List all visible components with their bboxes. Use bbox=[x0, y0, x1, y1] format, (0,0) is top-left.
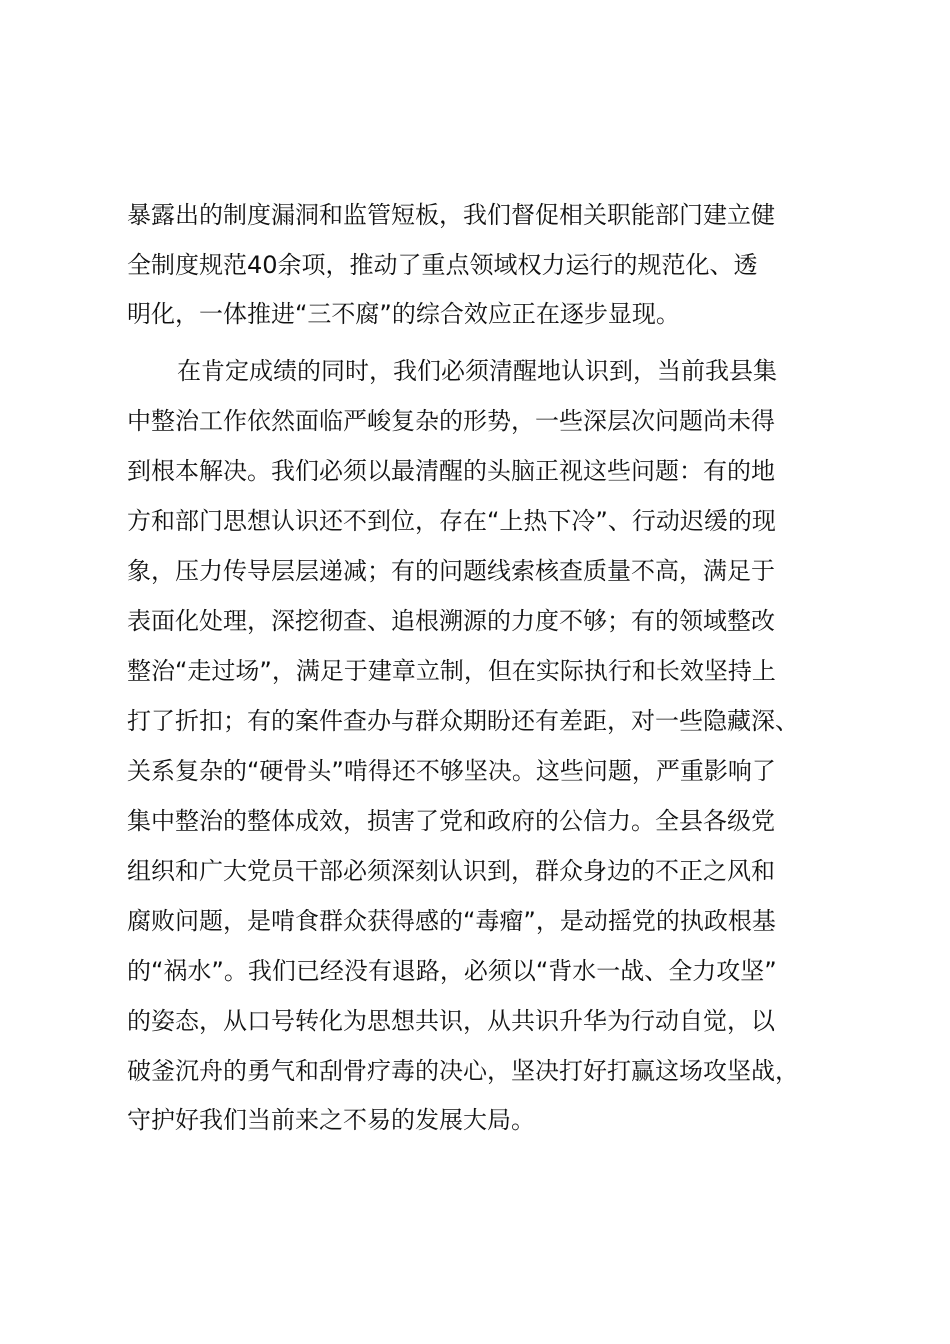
text-line: 暴露出的制度漏洞和监管短板，我们督促相关职能部门建立健 bbox=[127, 201, 775, 229]
text-line: 守护好我们当前来之不易的发展大局。 bbox=[127, 1106, 535, 1134]
text-line: 集中整治的整体成效，损害了党和政府的公信力。全县各级党 bbox=[127, 807, 775, 835]
text-line: 的“祸水”。我们已经没有退路，必须以“背水一战、全力攻坚” bbox=[127, 957, 777, 985]
text-line: 到根本解决。我们必须以最清醒的头脑正视这些问题：有的地 bbox=[127, 457, 775, 485]
text-line: 整治“走过场”，满足于建章立制，但在实际执行和长效坚持上 bbox=[127, 657, 776, 685]
text-line: 全制度规范40余项，推动了重点领域权力运行的规范化、透 bbox=[127, 251, 758, 279]
text-line: 方和部门思想认识还不到位，存在“上热下冷”、行动迟缓的现 bbox=[127, 507, 776, 535]
text-line: 中整治工作依然面临严峻复杂的形势，一些深层次问题尚未得 bbox=[127, 407, 775, 435]
text-line: 在肯定成绩的同时，我们必须清醒地认识到，当前我县集 bbox=[177, 357, 777, 385]
text-line: 组织和广大党员干部必须深刻认识到，群众身边的不正之风和 bbox=[127, 857, 775, 885]
text-line: 关系复杂的“硬骨头”啃得还不够坚决。这些问题，严重影响了 bbox=[127, 757, 776, 785]
text-line: 的姿态，从口号转化为思想共识，从共识升华为行动自觉，以 bbox=[127, 1007, 775, 1035]
text-line: 打了折扣；有的案件查办与群众期盼还有差距，对一些隐藏深、 bbox=[127, 707, 799, 735]
text-line: 明化，一体推进“三不腐”的综合效应正在逐步显现。 bbox=[127, 300, 680, 328]
text-line: 腐败问题，是啃食群众获得感的“毒瘤”，是动摇党的执政根基 bbox=[127, 907, 776, 935]
text-line: 破釜沉舟的勇气和刮骨疗毒的决心，坚决打好打赢这场攻坚战， bbox=[127, 1057, 799, 1085]
text-line: 表面化处理，深挖彻查、追根溯源的力度不够；有的领域整改 bbox=[127, 607, 775, 635]
text-line: 象，压力传导层层递减；有的问题线索核查质量不高，满足于 bbox=[127, 557, 775, 585]
